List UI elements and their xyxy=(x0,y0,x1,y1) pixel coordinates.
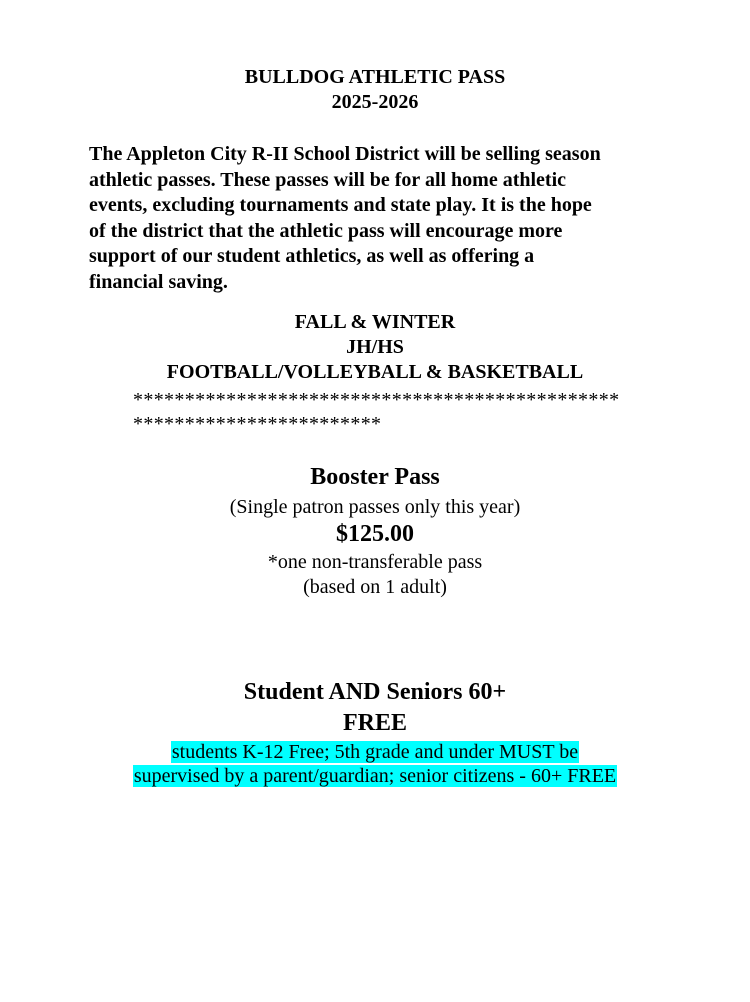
asterisk-divider: *********************************************** xyxy=(133,389,620,411)
highlighted-text: supervised by a parent/guardian; senior citizens - 60+ FREE xyxy=(133,765,617,787)
booster-pass-note: (based on 1 adult) xyxy=(303,576,447,598)
booster-pass-price: $125.00 xyxy=(336,521,414,547)
intro-line: support of our student athletics, as well as offering a xyxy=(89,245,535,268)
free-label: FREE xyxy=(342,710,407,736)
booster-pass-note: *one non-transferable pass xyxy=(267,551,483,573)
sports-heading: FOOTBALL/VOLLEYBALL & BASKETBALL xyxy=(166,361,584,383)
asterisk-divider: ************************ xyxy=(133,413,382,435)
intro-line: financial saving. xyxy=(89,270,228,293)
highlighted-note xyxy=(0,764,750,788)
intro-line: events, excluding tournaments and state play. It is the hope xyxy=(89,194,592,217)
intro-line: The Appleton City R-II School District will be selling season xyxy=(89,143,601,165)
intro-line: of the district that the athletic pass will encourage more xyxy=(89,219,563,242)
booster-pass-title: Booster Pass xyxy=(310,464,440,490)
level-heading: JH/HS xyxy=(346,336,404,358)
highlighted-text: students K-12 Free; 5th grade and under MUST be xyxy=(171,741,579,763)
free-section-title: Student AND Seniors 60+ xyxy=(243,679,507,705)
intro-line: athletic passes. These passes will be for all home athletic xyxy=(89,168,567,191)
pass-year: 2025-2026 xyxy=(331,91,419,113)
booster-pass-subtitle: (Single patron passes only this year) xyxy=(229,496,521,518)
season-heading: FALL & WINTER xyxy=(294,311,456,333)
intro-paragraph xyxy=(89,142,689,296)
highlighted-note xyxy=(0,740,750,764)
pass-title: BULLDOG ATHLETIC PASS xyxy=(244,66,506,88)
